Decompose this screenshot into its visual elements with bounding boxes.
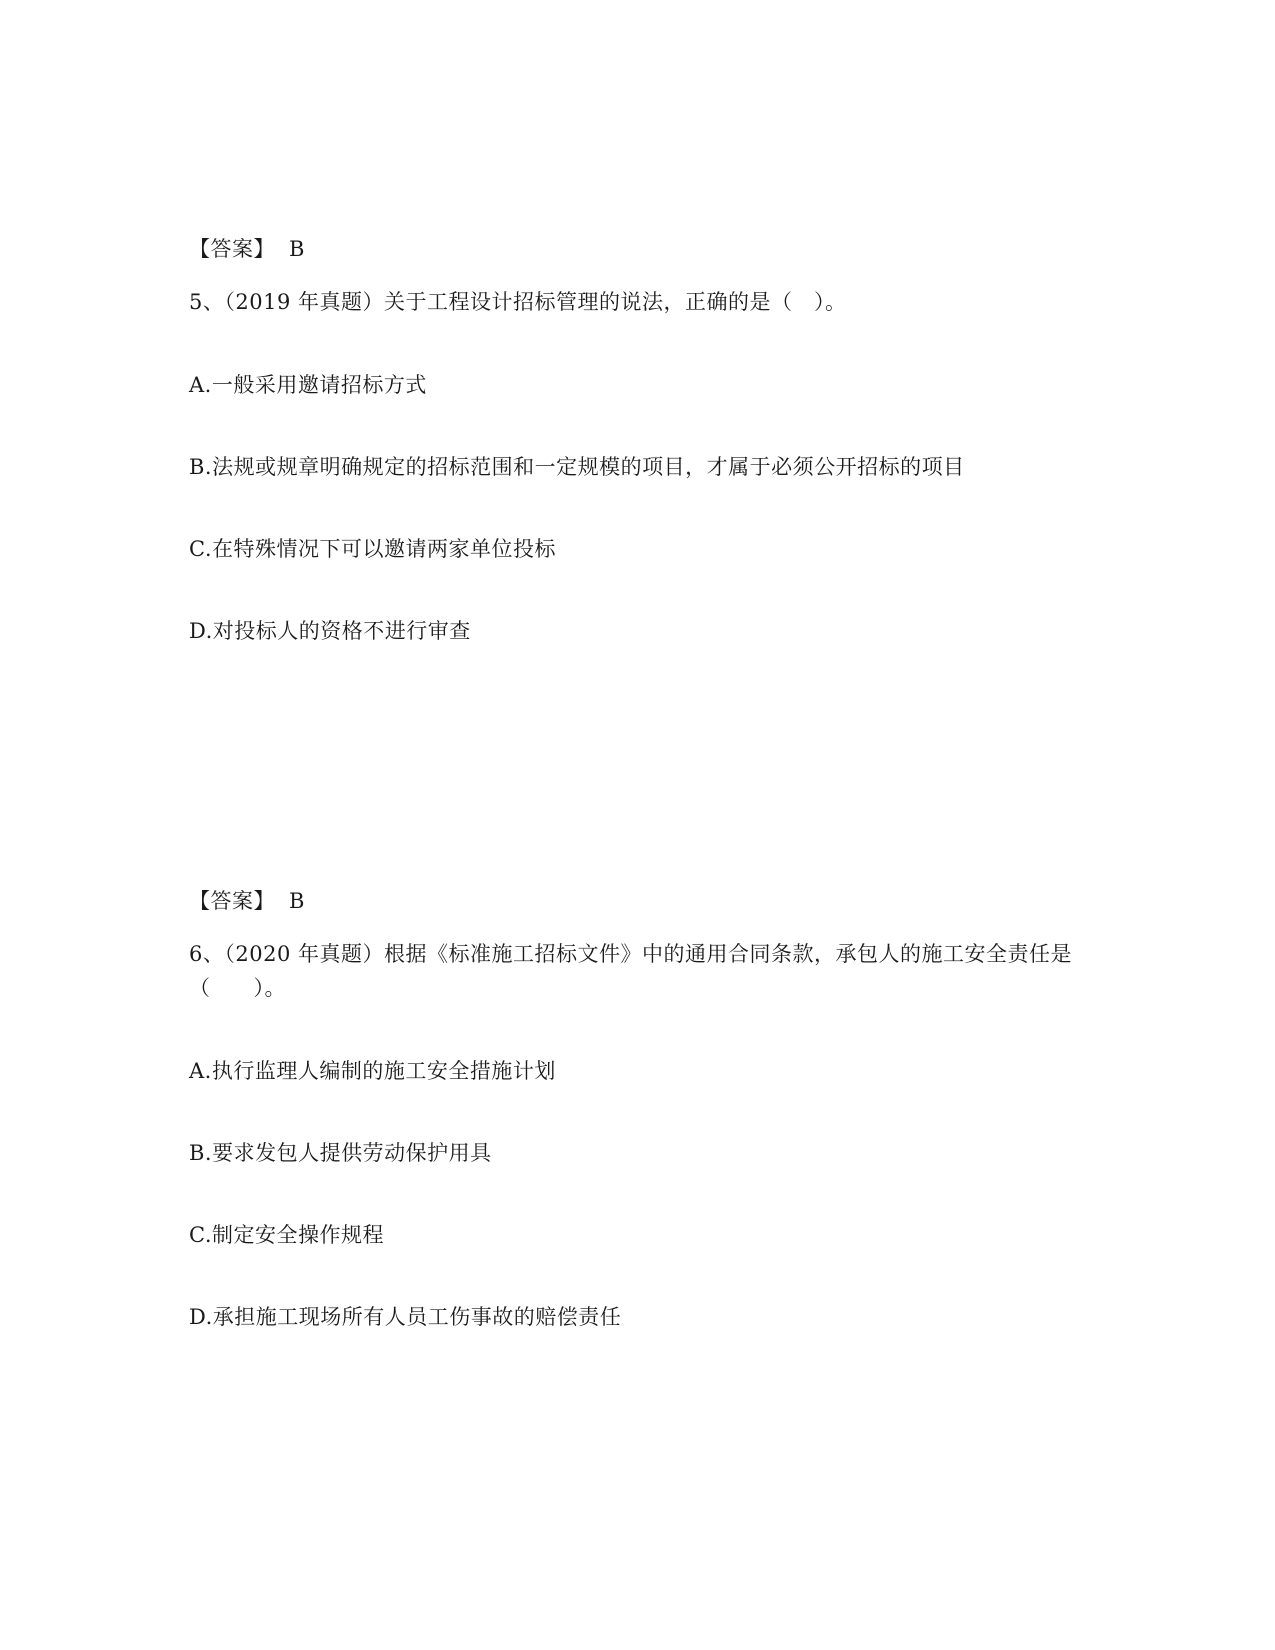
option-d: D.对投标人的资格不进行审查 <box>189 619 471 643</box>
answer-line <box>189 232 305 266</box>
option-c: C.制定安全操作规程 <box>189 1223 384 1247</box>
question-stem: 5、（2019 年真题）关于工程设计招标管理的说法，正确的是（ ）。 <box>189 290 847 314</box>
answer-label: 【答案】 <box>189 889 275 913</box>
option-b: B.要求发包人提供劳动保护用具 <box>189 1141 492 1165</box>
option-a: A.执行监理人编制的施工安全措施计划 <box>189 1059 556 1083</box>
answer-label: 【答案】 <box>189 237 275 261</box>
option-b: B.法规或规章明确规定的招标范围和一定规模的项目，才属于必须公开招标的项目 <box>189 455 965 479</box>
question-stem: 6、（2020 年真题）根据《标准施工招标文件》中的通用合同条款，承包人的施工安全责任是（ ）。 <box>189 942 1072 1000</box>
option-d: D.承担施工现场所有人员工伤事故的赔偿责任 <box>189 1305 622 1329</box>
answer-line <box>189 884 305 918</box>
answer-value: B <box>289 889 305 913</box>
answer-value: B <box>289 237 305 261</box>
option-a: A.一般采用邀请招标方式 <box>189 373 427 397</box>
option-c: C.在特殊情况下可以邀请两家单位投标 <box>189 537 556 561</box>
